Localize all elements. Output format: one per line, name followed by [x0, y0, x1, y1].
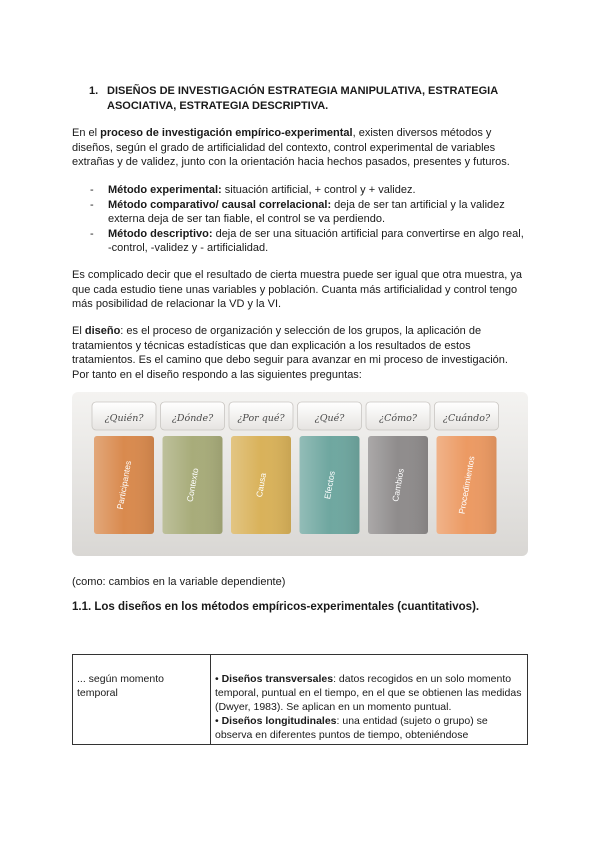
bullet: • — [215, 715, 222, 727]
design-term: Diseños transversales — [221, 673, 334, 685]
design-desc: : una entidad (sujeto o grupo) se observa en diferentes puntos de tiempo, obteniéndose — [215, 715, 488, 741]
diagram-card — [435, 402, 499, 534]
design-desc: : datos recogidos en un solo momento temporal, puntual en el tiempo, en el que se obtienen las medidas (Dwyer, 1983). Se aplican en un momento puntual. — [215, 673, 522, 713]
card-label: Contexto — [184, 467, 201, 503]
list-item — [90, 198, 526, 227]
design-item — [215, 672, 523, 714]
subsection-heading: 1.1. Los diseños en los métodos empíricos-experimentales (cuantitativos). — [72, 601, 480, 613]
method-desc: situación artificial, + control y + validez. — [221, 184, 416, 196]
card-label: Cambios — [390, 467, 406, 503]
methods-list — [90, 183, 526, 256]
design-item — [215, 714, 523, 742]
intro-post: , existen diversos métodos y diseños, según el grado de artificialidad del contexto, control experimental de variables extrañas y de validez, junto con la orientación hacia hechos pasados, presentes y futuros. — [72, 127, 510, 169]
method-desc: deja de ser una situación artificial para convertirse en algo real, -control, -validez y - artificialidad. — [108, 227, 524, 255]
card-label: Causa — [253, 472, 269, 498]
design-post: : es el proceso de organización y selección de los grupos, la aplicación de tratamientos y técnicas estadísticas que dan explicación a los resultados de estos tratamientos. Es el camino que debo seguir para avanzar en mi proceso de investigación. Por tanto en el diseño respondo a las siguientes preguntas: — [72, 325, 508, 381]
diagram-card — [161, 402, 225, 534]
table-cell-criterion: ... según momento temporal — [73, 655, 211, 745]
method-term: Método experimental: — [108, 184, 222, 196]
intro-pre: En el — [72, 127, 101, 139]
heading-number: 1. — [89, 85, 99, 97]
paragraph-design — [72, 324, 528, 382]
card-question: ¿Cuándo? — [442, 413, 491, 424]
design-term: Diseños longitudinales — [221, 715, 337, 727]
diagram-card — [366, 402, 430, 534]
list-item — [90, 227, 526, 256]
card-label: Participantes — [114, 459, 134, 511]
method-term: Método descriptivo: — [108, 227, 213, 240]
card-question: ¿Dónde? — [171, 413, 214, 424]
diagram-card — [298, 402, 362, 534]
card-question: ¿Quién? — [104, 413, 144, 424]
method-desc: deja de ser tan artificial y la validez externa deja de ser tan fiable, el control se va perdiendo. — [108, 198, 505, 226]
intro-bold: proceso de investigación empírico-experimental — [100, 127, 353, 139]
designs-table — [72, 654, 528, 745]
diagram-card — [229, 402, 293, 534]
diagram-caption: (como: cambios en la variable dependiente) — [72, 576, 286, 588]
list-dash: - — [90, 184, 94, 196]
card-question: ¿Qué? — [314, 413, 345, 424]
diagram-card — [92, 402, 156, 534]
card-question: ¿Por qué? — [237, 413, 285, 424]
paragraph-sample: Es complicado decir que el resultado de cierta muestra puede ser igual que otra muestra, ya que cada estudio tiene unas variables y población. Cuanta más artificialidad y control tengo más posibilidad de relacionar la VD y la VI. — [72, 269, 523, 311]
table-cell-designs — [211, 655, 528, 745]
card-label: Efectos — [322, 470, 337, 500]
design-bold: diseño — [84, 325, 121, 337]
card-label: Procedimientos — [456, 455, 477, 515]
list-dash: - — [90, 227, 94, 240]
list-dash: - — [90, 198, 94, 211]
bullet: • — [215, 673, 222, 685]
method-term: Método comparativo/ causal correlacional: — [108, 198, 332, 211]
intro-paragraph — [72, 126, 528, 170]
table-row — [73, 655, 528, 745]
list-item — [90, 183, 526, 198]
design-questions-diagram — [72, 392, 528, 556]
design-pre: El — [72, 325, 85, 337]
card-question: ¿Cómo? — [379, 413, 417, 424]
heading-text: DISEÑOS DE INVESTIGACIÓN ESTRATEGIA MANIPULATIVA, ESTRATEGIA ASOCIATIVA, ESTRATEGIA DESCRIPTIVA. — [107, 85, 498, 112]
